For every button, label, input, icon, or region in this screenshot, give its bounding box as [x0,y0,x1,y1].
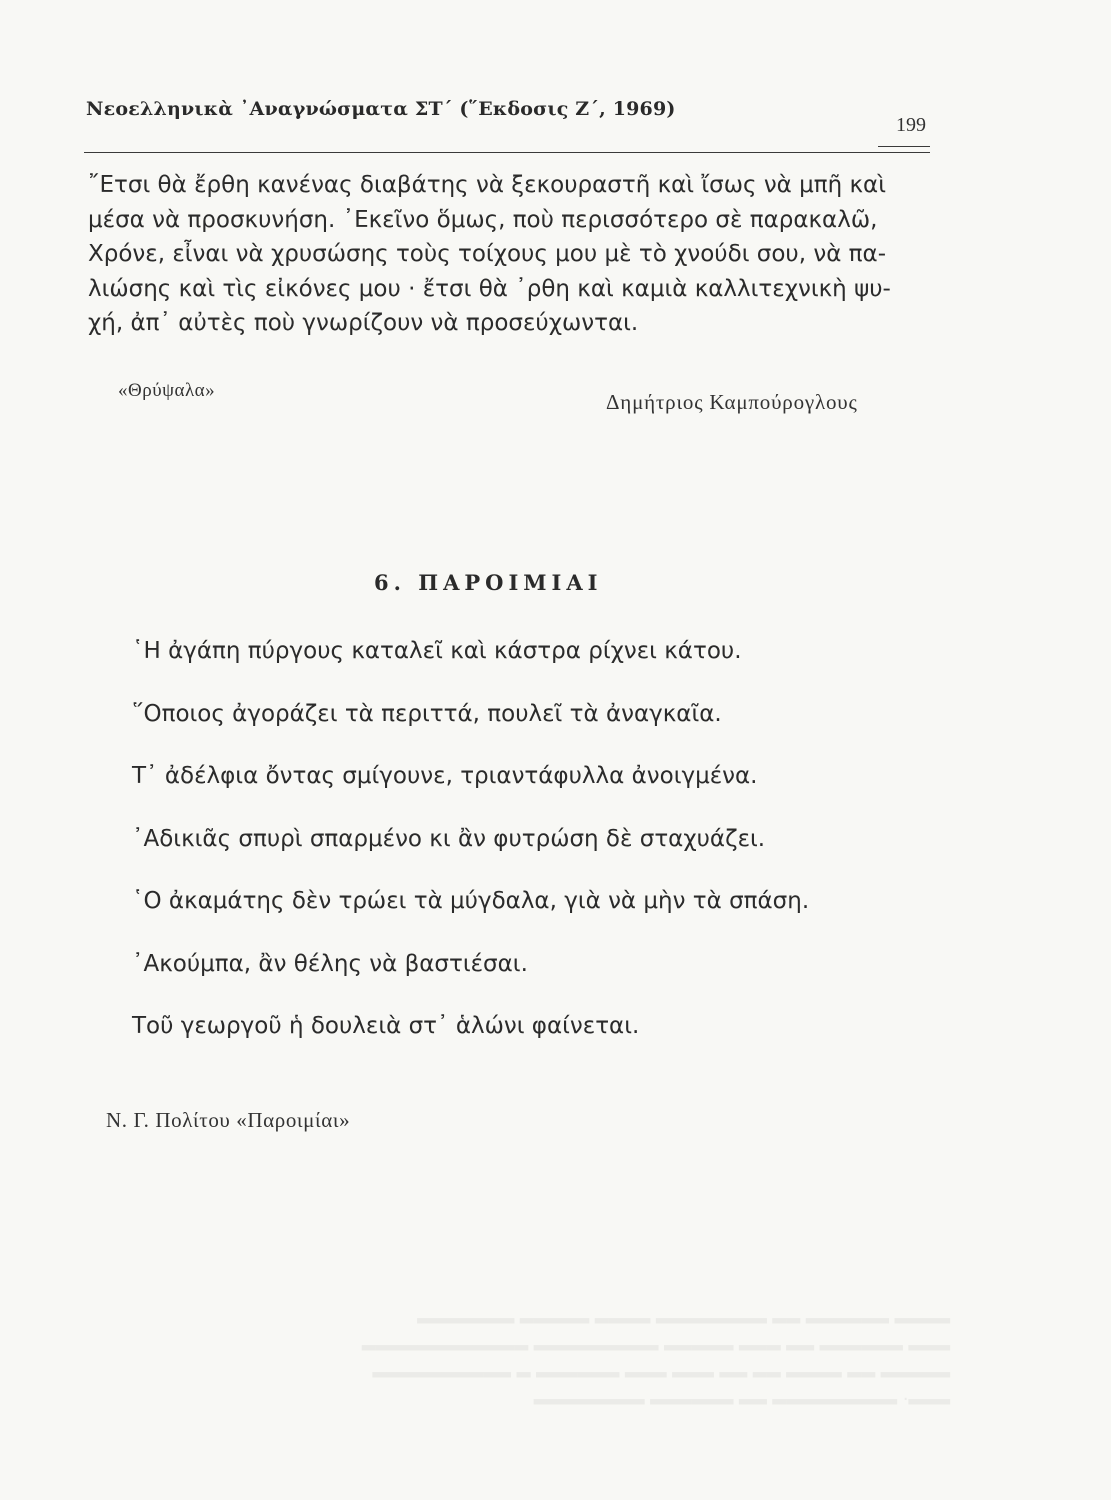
prose-line: χή, ἀπ᾿ αὐτὲς ποὺ γνωρίζουν νὰ προσεύχωνται. [88,310,639,336]
proverb-list [132,634,932,1072]
proverb-item: ᾿Ακούμπα, ἂν θέλης νὰ βαστιέσαι. [132,950,528,977]
prose-line: Χρόνε, εἶναι νὰ χρυσώσης τοὺς τοίχους μου μὲ τὸ χνούδι σου, νὰ πα- [88,241,886,267]
header-rule [84,152,930,153]
page-number-rule [878,146,930,147]
proverb-item: ᾿Αδικιᾶς σπυρὶ σπαρμένο κι ἂν φυτρώση δὲ σταχυάζει. [132,825,766,852]
citation: Ν. Γ. Πολίτου «Παροιμίαι» [106,1108,351,1132]
prose-passage [88,168,938,341]
proverb-item: ῾Ο ἀκαμάτης δὲν τρώει τὰ μύγδαλα, γιὰ νὰ μὴν τὰ σπάση. [132,888,810,914]
page-number: 199 [896,114,926,136]
section-title: 6. ΠΑΡΟΙΜΙΑΙ [374,570,603,595]
proverb-item: ῞Οποιος ἀγοράζει τὰ περιττά, πουλεῖ τὰ ἀναγκαῖα. [132,700,722,727]
source-author: Δημήτριος Καμπούρογλους [606,390,858,414]
proverb-item: Τ᾿ ἀδέλφια ὄντας σμίγουνε, τριαντάφυλλα ἀνοιγμένα. [132,763,758,789]
reverse-side-bleed-through: ▂▂▂▂ ▂▂▂▂▂▂ ▂▂ ▂▂▂▂▂▂▂▂ ▂▂▂▂ ▂▂▂▂▂ ▂▂▂▂▂▂▂ ▂▂▂ ▂▂▂▂▂▂ ▂▂ ▂▂▂ ▂▂▂▂▂ ▂▂▂▂▂▂▂▂▂ ▂▂▂▂▂▂▂▂▂▂▂▂ ▂▂▂▂▂ ▂▂ ▂▂▂▂ ▂▂ ▂▂ ▂▂▂ ▂▂▂ ▂▂▂▂▂▂ ▂ ▂▂▂▂▂▂▂▂▂▂ ▂▂▂. ▂▂▂▂▂▂▂▂▂ ▂▂ ▂▂▂▂▂▂ ▂▂▂▂▂▂▂▂ [361,1303,950,1405]
book-title: Νεοελληνικὰ ᾿Αναγνώσματα ΣΤ΄ (῞Εκδοσις Ζ΄, 1969) [86,98,676,120]
prose-line: μέσα νὰ προσκυνήση. ᾿Εκεῖνο ὅμως, ποὺ περισσότερο σὲ παρακαλῶ, [88,206,878,233]
prose-line: ῎Ετσι θὰ ἔρθη κανένας διαβάτης νὰ ξεκουραστῆ καὶ ἴσως νὰ μπῆ καὶ [88,172,887,198]
prose-line: λιώσης καὶ τὶς εἰκόνες μου · ἔτσι θὰ ᾿ρθη καὶ καμιὰ καλλιτεχνικὴ ψυ- [88,275,891,302]
proverb-item: ῾Η ἀγάπη πύργους καταλεῖ καὶ κάστρα ρίχνει κάτου. [132,638,742,664]
running-header [84,96,930,136]
proverb-item: Τοῦ γεωργοῦ ἡ δουλειὰ στ᾿ ἁλώνι φαίνεται. [132,1013,640,1039]
source-work: «Θρύψαλα» [118,380,216,401]
